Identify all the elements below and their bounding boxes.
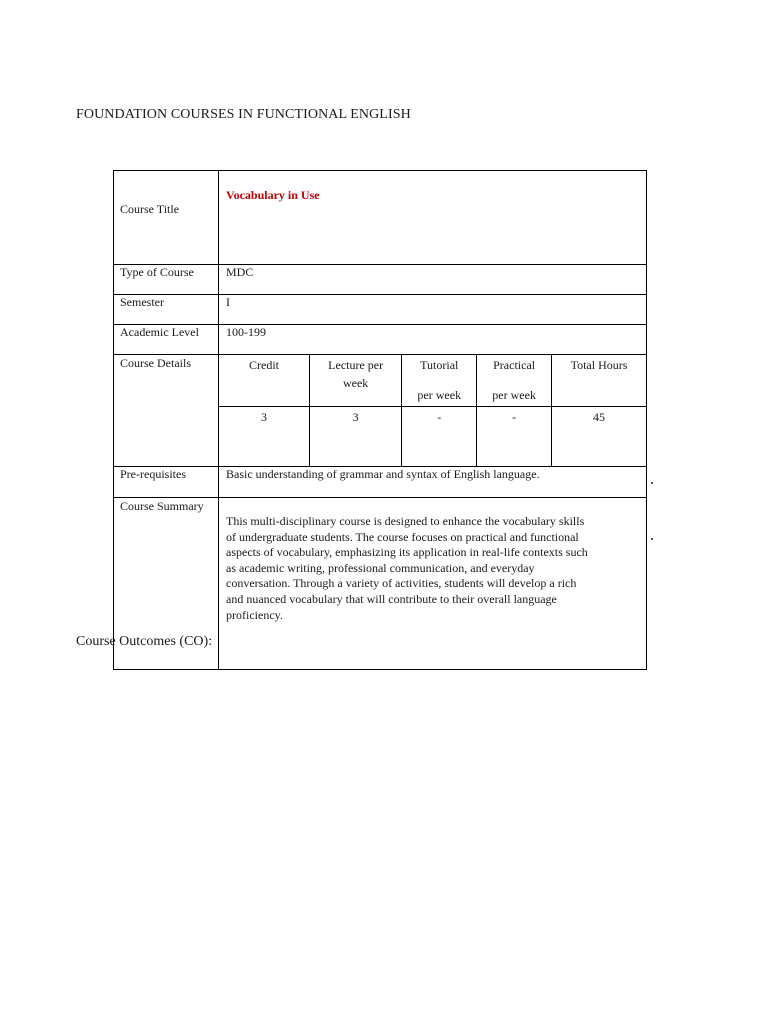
academic-level-value: 100-199 xyxy=(219,325,647,355)
table-row-type xyxy=(114,265,647,295)
total-hours-value: 45 xyxy=(552,407,646,467)
academic-level-label: Academic Level xyxy=(114,325,219,355)
practical-header: Practical per week xyxy=(477,355,552,407)
course-details-label: Course Details xyxy=(114,355,219,467)
credit-value: 3 xyxy=(219,407,310,467)
margin-mark xyxy=(651,482,653,484)
details-value-row xyxy=(219,407,646,467)
tutorial-header: Tutorial per week xyxy=(402,355,477,407)
table-row-course-details xyxy=(114,355,647,467)
table-row-academic-level xyxy=(114,325,647,355)
lecture-value: 3 xyxy=(310,407,402,467)
summary-line: of undergraduate students. The course focuses on practical and functional xyxy=(226,529,579,544)
prerequisites-value: Basic understanding of grammar and syntax of English language. xyxy=(219,467,647,498)
credit-header: Credit xyxy=(219,355,310,407)
details-subtable xyxy=(219,355,646,466)
table-row-semester xyxy=(114,295,647,325)
course-summary-label: Course Summary xyxy=(114,498,219,670)
summary-line: and nuanced vocabulary that will contribute to their overall language xyxy=(226,591,557,606)
semester-value: I xyxy=(219,295,647,325)
margin-mark xyxy=(651,538,653,540)
course-summary-text xyxy=(219,498,647,670)
details-header-row xyxy=(219,355,646,407)
summary-line: conversation. Through a variety of activities, students will develop a rich xyxy=(226,576,577,591)
course-title-text: Vocabulary in Use xyxy=(226,188,320,202)
lecture-header: Lecture per week xyxy=(310,355,402,407)
document-heading: FOUNDATION COURSES IN FUNCTIONAL ENGLISH xyxy=(76,107,411,122)
course-title-label: Course Title xyxy=(114,171,219,265)
summary-line: as academic writing, professional communication, and everyday xyxy=(226,560,535,575)
total-hours-header: Total Hours xyxy=(552,355,646,407)
type-label: Type of Course xyxy=(114,265,219,295)
summary-line: aspects of vocabulary, emphasizing its application in real-life contexts such xyxy=(226,545,588,560)
summary-line: proficiency. xyxy=(226,607,283,622)
course-details-grid xyxy=(219,355,647,467)
course-table xyxy=(113,170,647,670)
semester-label: Semester xyxy=(114,295,219,325)
tutorial-value: - xyxy=(402,407,477,467)
prerequisites-label: Pre-requisites xyxy=(114,467,219,498)
type-value: MDC xyxy=(219,265,647,295)
table-row-course-title xyxy=(114,171,647,265)
course-outcomes-heading: Course Outcomes (CO): xyxy=(76,634,213,649)
summary-line: This multi-disciplinary course is designed to enhance the vocabulary skills xyxy=(226,514,585,528)
practical-value: - xyxy=(477,407,552,467)
table-row-prerequisites xyxy=(114,467,647,498)
course-title-value xyxy=(219,171,647,265)
